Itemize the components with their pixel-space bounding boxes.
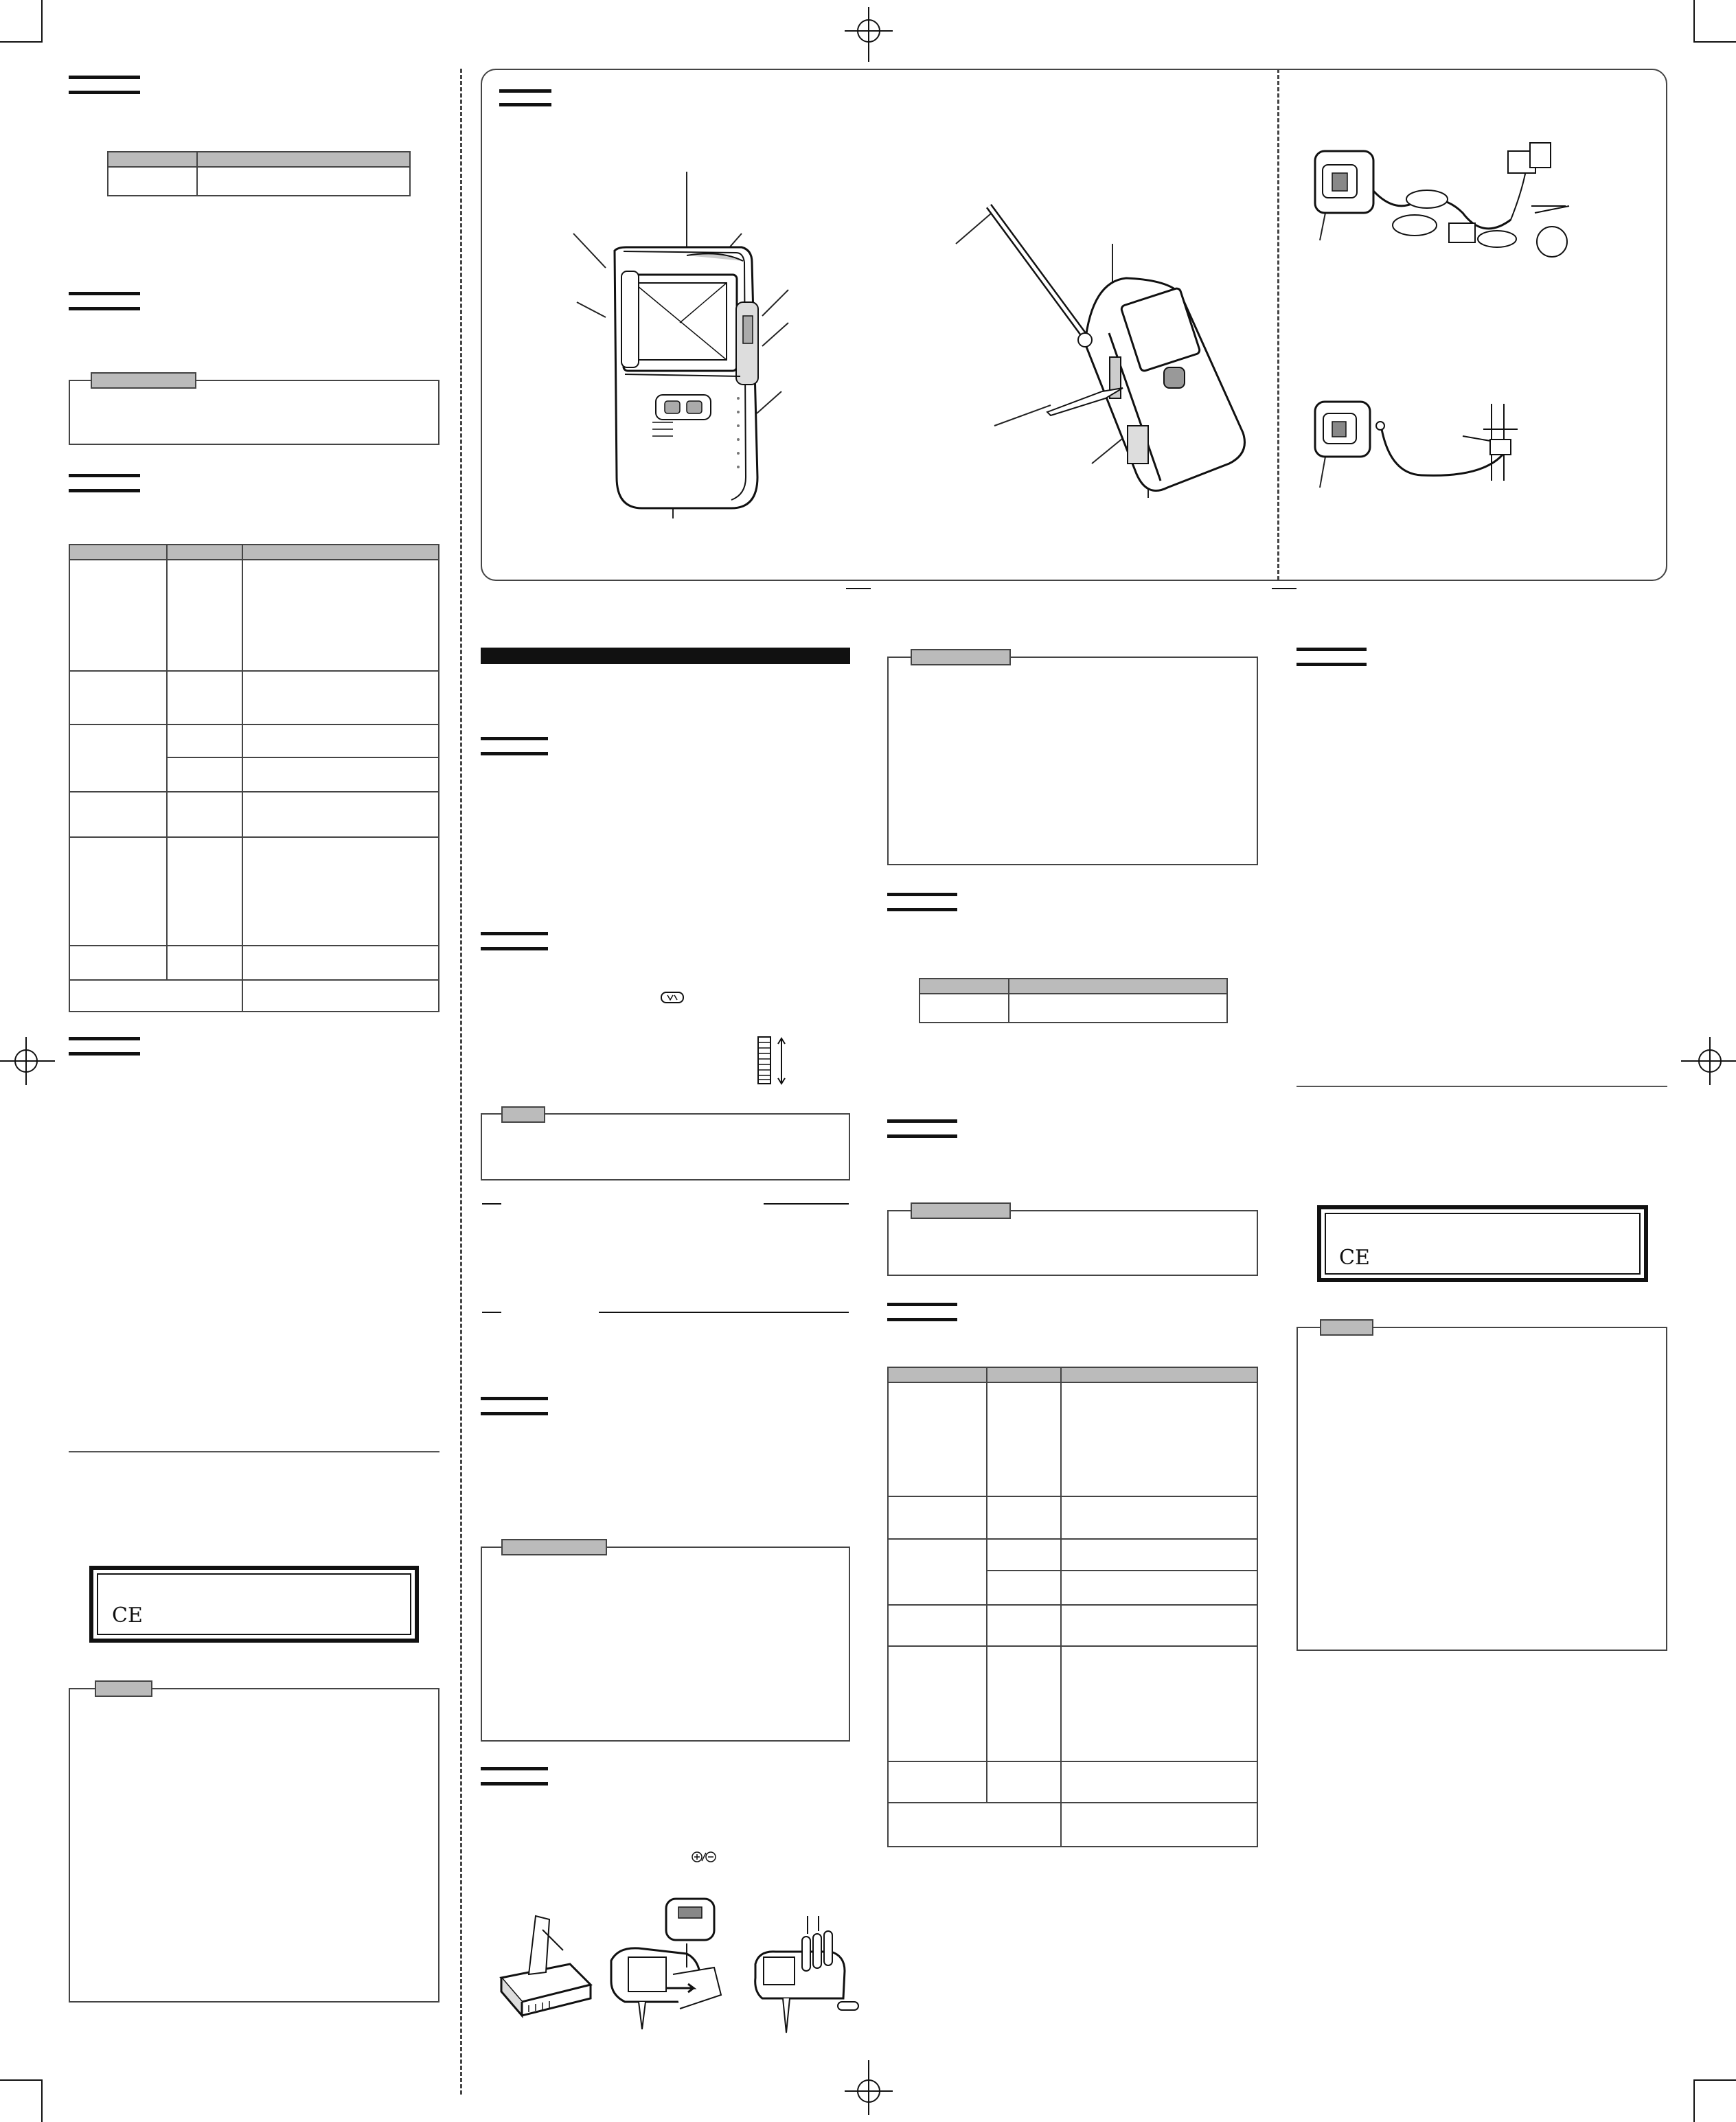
notice-box-right: [1297, 1327, 1667, 1651]
tv-front-view-illustration: [563, 165, 797, 522]
section-title-band: [481, 648, 850, 664]
caution-tag-2: [501, 1539, 607, 1555]
ac-adapter-connection-illustration: [1305, 137, 1593, 282]
caution-box-3: [887, 657, 1258, 865]
troubleshooting-table-left: [69, 544, 439, 1012]
registration-mark-bottom: [838, 2053, 900, 2115]
note-tag-1: [501, 1106, 545, 1123]
battery-cover-open-illustration: [488, 1909, 597, 2019]
ce-mark-right: CE: [1339, 1246, 1370, 1270]
channel-button-icon: [661, 992, 684, 1004]
caution-tag-4: [911, 1202, 1011, 1219]
external-antenna-connection-illustration: [1305, 398, 1593, 501]
notice-tag-right: [1320, 1319, 1373, 1336]
troubleshooting-table-right: [887, 1367, 1258, 1847]
caution-box-1: [69, 380, 439, 445]
ce-mark-left: CE: [112, 1604, 143, 1628]
note-box-1: [481, 1113, 850, 1180]
spec-table-small: [107, 151, 411, 196]
battery-polarity-icon: [691, 1850, 717, 1864]
registration-mark-left: [0, 1030, 62, 1092]
battery-insert-illustration: [742, 1909, 865, 2040]
caution-tag-1: [91, 372, 196, 389]
registration-mark-top: [838, 7, 900, 69]
battery-compartment-illustration: [597, 1892, 728, 2036]
registration-mark-right: [1674, 1030, 1736, 1092]
volume-wheel-icon: [757, 1036, 787, 1086]
caution-box-4: [887, 1210, 1258, 1276]
caution-tag-3: [911, 649, 1011, 665]
notice-box-left: [69, 1688, 439, 2003]
ce-declaration-box-right: [1317, 1205, 1648, 1282]
spec-table-small-2: [919, 978, 1228, 1023]
caution-box-2: [481, 1547, 850, 1742]
tv-rear-view-illustration: [948, 192, 1264, 508]
fold-line-left: [460, 69, 462, 2095]
notice-tag-left: [95, 1680, 152, 1697]
